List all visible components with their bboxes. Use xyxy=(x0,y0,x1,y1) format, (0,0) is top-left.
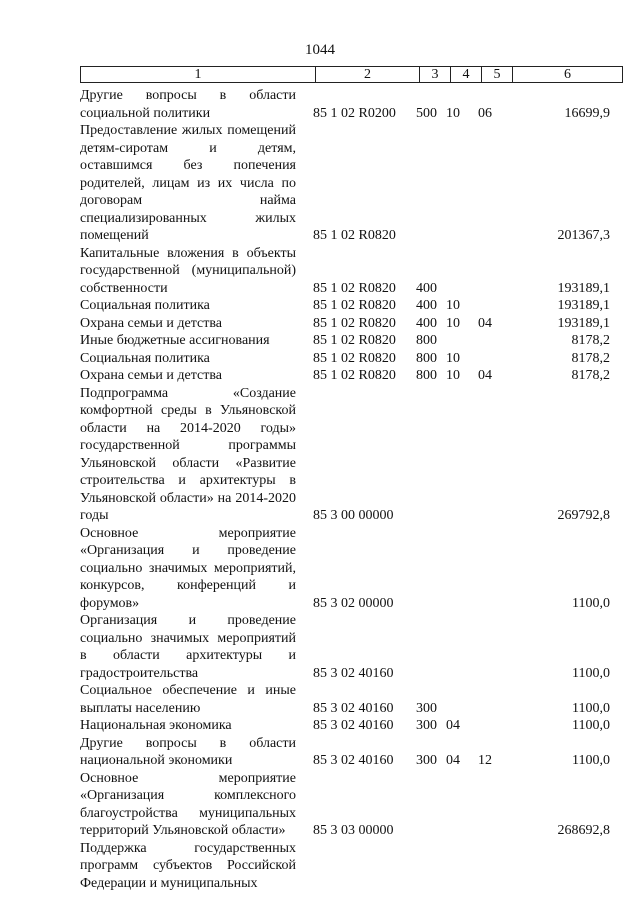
column-header-2: 2 xyxy=(316,67,420,83)
row-name: Охрана семьи и детства xyxy=(80,368,222,383)
table-row xyxy=(80,315,610,333)
table-row xyxy=(80,245,610,298)
row-code: 85 3 03 00000 xyxy=(313,823,394,838)
row-amount: 193189,1 xyxy=(557,298,610,313)
column-header-3: 3 xyxy=(420,67,451,83)
row-name: Другие вопросы в области социальной политики xyxy=(80,88,296,121)
table-row xyxy=(80,717,610,735)
row-col3: 300 xyxy=(416,700,437,716)
row-amount: 16699,9 xyxy=(564,105,610,121)
row-name: Другие вопросы в области национальной экономики xyxy=(80,735,296,768)
row-amount: 269792,8 xyxy=(557,508,610,523)
row-name: Поддержка государственных программ субъектов Российской Федерации и муниципальных xyxy=(80,840,296,891)
table-row xyxy=(80,87,610,122)
row-name: Капитальные вложения в объекты государственной (муниципальной) собственности xyxy=(80,245,296,296)
row-code: 85 3 02 00000 xyxy=(313,595,394,611)
row-amount: 8178,2 xyxy=(571,368,610,383)
row-col3: 800 xyxy=(416,368,437,383)
row-col5: 04 xyxy=(478,315,492,331)
row-name: Подпрограмма «Создание комфортной среды в Ульяновской области на 2014-2020 годы» государственной программы Ульяновской области «Развитие строительства и архитектуры в Ульяновской области» на 2014-2020 годы xyxy=(80,385,296,523)
row-col3: 400 xyxy=(416,280,437,296)
row-col4: 10 xyxy=(446,298,460,313)
row-name: Охрана семьи и детства xyxy=(80,315,222,331)
row-code: 85 1 02 R0820 xyxy=(313,350,396,366)
row-col3: 400 xyxy=(416,315,437,331)
row-name: Национальная экономика xyxy=(80,718,232,733)
row-col3: 300 xyxy=(416,753,437,768)
row-amount: 1100,0 xyxy=(572,595,610,611)
row-name: Иные бюджетные ассигнования xyxy=(80,333,270,348)
row-amount: 1100,0 xyxy=(572,753,610,768)
row-col4: 10 xyxy=(446,368,460,383)
row-code: 85 1 02 R0820 xyxy=(313,298,396,313)
row-code: 85 3 02 40160 xyxy=(313,753,394,768)
page-number: 1044 xyxy=(305,42,335,58)
row-col4: 10 xyxy=(446,105,460,121)
row-col5: 04 xyxy=(478,368,492,383)
budget-table-body xyxy=(80,87,610,892)
table-row xyxy=(80,122,610,245)
table-row xyxy=(80,770,610,840)
column-header-row xyxy=(81,67,623,83)
row-col3: 400 xyxy=(416,298,437,313)
table-row xyxy=(80,385,610,525)
table-row xyxy=(80,332,610,350)
row-amount: 268692,8 xyxy=(557,823,610,838)
row-col4: 10 xyxy=(446,350,460,366)
row-name: Предоставление жилых помещений детям-сиротам и детям, оставшимся без попечения родителей, лицам из их числа по договорам найма специализированных жилых помещений xyxy=(80,123,296,243)
column-header-6: 6 xyxy=(513,67,623,83)
row-code: 85 1 02 R0820 xyxy=(313,315,396,331)
row-name: Основное мероприятие «Организация и проведение социально значимых мероприятий, конкурсов, конференций и форумов» xyxy=(80,525,296,611)
row-amount: 193189,1 xyxy=(557,280,610,296)
table-row xyxy=(80,350,610,368)
row-code: 85 1 02 R0820 xyxy=(313,333,396,348)
column-header-table xyxy=(80,66,623,83)
row-amount: 201367,3 xyxy=(557,228,610,243)
row-amount: 8178,2 xyxy=(571,350,610,366)
row-col3: 300 xyxy=(416,718,437,733)
row-amount: 1100,0 xyxy=(572,718,610,733)
row-amount: 1100,0 xyxy=(572,700,610,716)
row-col3: 800 xyxy=(416,350,437,366)
row-col3: 800 xyxy=(416,333,437,348)
row-code: 85 1 02 R0200 xyxy=(313,105,396,121)
row-code: 85 3 00 00000 xyxy=(313,508,394,523)
table-row xyxy=(80,682,610,717)
row-code: 85 1 02 R0820 xyxy=(313,228,396,243)
table-row xyxy=(80,612,610,682)
table-row xyxy=(80,735,610,770)
table-row xyxy=(80,525,610,613)
row-amount: 8178,2 xyxy=(571,333,610,348)
row-code: 85 3 02 40160 xyxy=(313,718,394,733)
row-name: Основное мероприятие «Организация комплексного благоустройства муниципальных территорий Ульяновской области» xyxy=(80,770,296,838)
row-name: Социальная политика xyxy=(80,298,210,313)
table-row xyxy=(80,367,610,385)
row-code: 85 1 02 R0820 xyxy=(313,280,396,296)
row-name: Организация и проведение социально значимых мероприятий в области архитектуры и градостроительства xyxy=(80,613,296,681)
row-code: 85 3 02 40160 xyxy=(313,665,394,681)
column-header-1: 1 xyxy=(81,67,316,83)
row-col4: 04 xyxy=(446,718,460,733)
row-col4: 10 xyxy=(446,315,460,331)
row-col3: 500 xyxy=(416,105,437,121)
column-header-5: 5 xyxy=(482,67,513,83)
row-amount: 1100,0 xyxy=(572,665,610,681)
row-name: Социальное обеспечение и иные выплаты населению xyxy=(80,683,296,716)
row-col4: 04 xyxy=(446,753,460,768)
row-code: 85 3 02 40160 xyxy=(313,700,394,716)
table-row xyxy=(80,297,610,315)
column-header-4: 4 xyxy=(451,67,482,83)
row-col5: 06 xyxy=(478,105,492,121)
table-row xyxy=(80,840,610,893)
row-name: Социальная политика xyxy=(80,350,210,366)
row-amount: 193189,1 xyxy=(557,315,610,331)
row-code: 85 1 02 R0820 xyxy=(313,368,396,383)
row-col5: 12 xyxy=(478,753,492,768)
